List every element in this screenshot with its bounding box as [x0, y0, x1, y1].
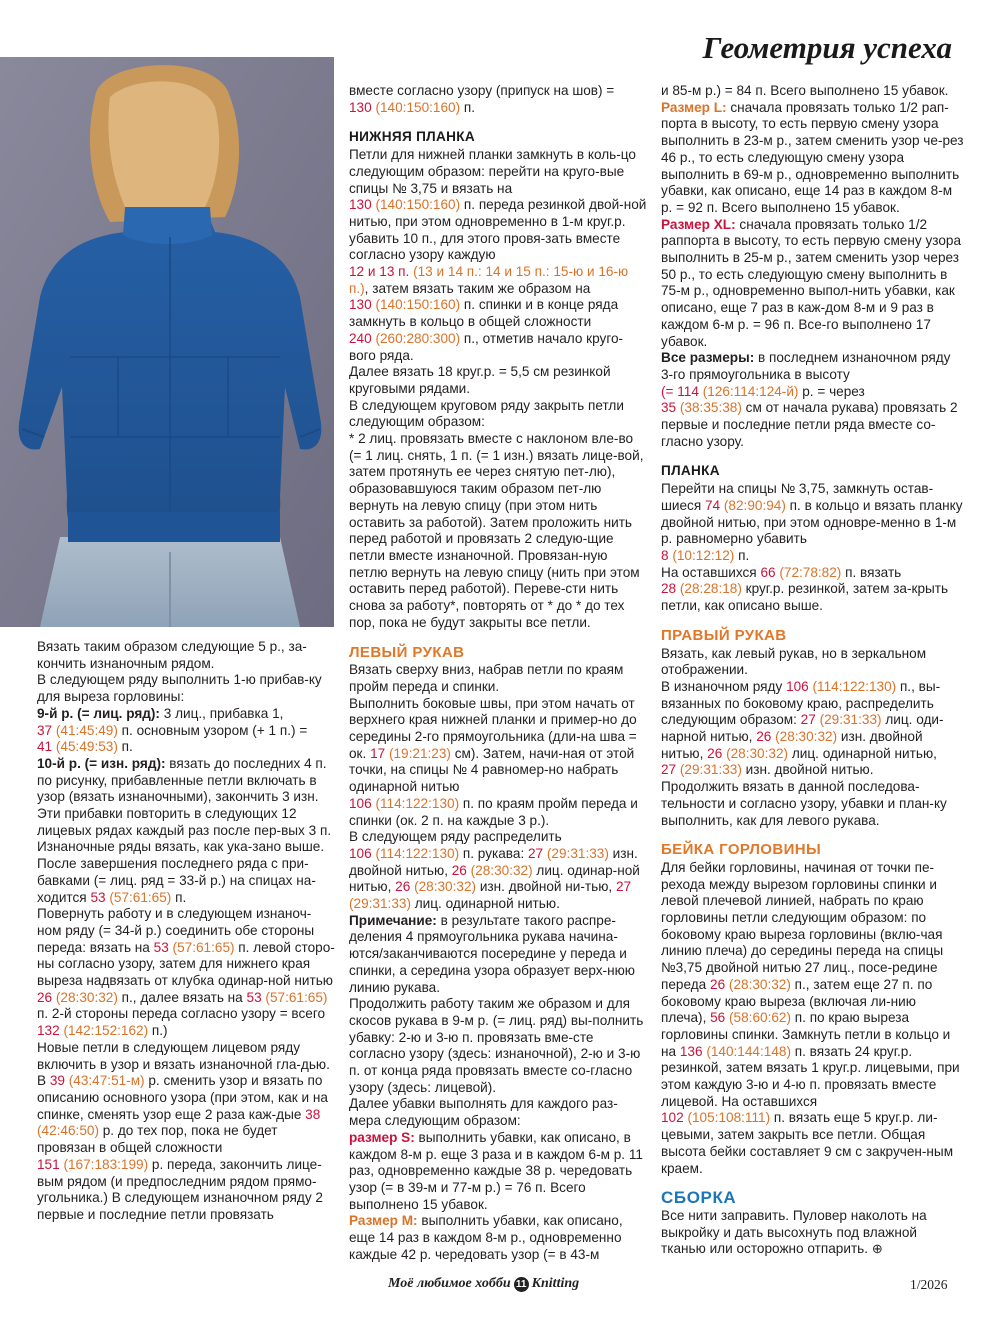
paragraph: После завершения последнего ряда с при-бавками (= лиц. ряд = 33-й р.) на спицах на-ходится 53 (57:61:65) п. — [37, 856, 316, 905]
paragraph: В 39 (43:47:51-м) р. сменить узор и вязать по описанию основного узора (при этом, как и на спинке, сменять узор еще 2 раза каж-дые 38 (42:46:50) р. до тех пор, пока не будет провязан в общей сложности 151 (167:183:199) р. переда, закончить лице-вым рядом (и предпоследним рядом прямо-угольника.) В следующем изнаночном ряду 2 первые и последние петли провязать — [37, 1073, 328, 1222]
paragraph: Все размеры: в последнем изнаночном ряду 3-го прямоугольника в высоту (= 114 (126:114:124-й) р. = через 35 (38:35:38) см от начала рукава) провязать 2 первые и последние петли ряда вместе со-гласно узору. — [661, 350, 958, 449]
paragraph: * 2 лиц. провязать вместе с наклоном вле-во (= 1 лиц. снять, 1 п. (= 1 изн.) вязать лице-вой, затем протянуть ее через снятую пет-лю), образовавшуюся таким образом пет-лю вернуть на левую спицу (при этом нить оставить за работой). Затем проложить нить перед работой и провязать 2 следую-щие петли вместе изнаночной. Провязан-ную петлю вернуть на левую спицу (нить при этом оставить перед работой). Переве-сти нить снова за работу*, повторять от * до * до тех пор, пока не будут закрыты все петли. — [349, 431, 644, 630]
section-heading-assembly: СБОРКА — [661, 1188, 737, 1208]
paragraph: В следующем круговом ряду закрыть петли следующим образом: — [349, 397, 624, 430]
section-name: Knitting — [531, 1276, 580, 1291]
paragraph: Размер L: сначала провязать только 1/2 рап-порта в высоту, то есть первую смену узора выполнить в 23-м р., затем сменить узор че-рез 46 р., то есть следующую смену узора выполнить в 69-м р., одновременно выполнить убавки, как описано, еще 14 раз в каждом 8-м р. = 92 п. Всего выполнено 15 убавок. — [661, 99, 964, 215]
paragraph: Продолжить работу таким же образом и для скосов рукава в 9-м р. (= лиц. ряд) вы-полнить убавку: 2-ю и 3-ю п. провязать вме-сте согласно узору (здесь: изнаночной), 2-ю и 3-ю п. от конца ряда провязать вместе со-гласно узору (здесь: лицевой). — [349, 996, 644, 1095]
paragraph: и 85-м р.) = 84 п. Всего выполнено 15 убавок. — [661, 83, 949, 98]
magazine-name: Моё любимое хобби — [388, 1276, 511, 1291]
paragraph: Примечание: в результате такого распре-деления 4 прямоугольника рукава начина-ются/заканчиваются посередине у переда и спинки, а середина узора образует верх-нюю линию рукава. — [349, 912, 635, 995]
paragraph: На оставшихся 66 (72:78:82) п. вязать 28 (28:28:18) круг.р. резинкой, затем за-крыть петли, как описано выше. — [661, 564, 949, 614]
paragraph: Вязать таким образом следующие 5 р., за-кончить изнаночным рядом. — [37, 639, 307, 671]
paragraph: 10-й р. (= изн. ряд): вязать до последних 4 п. по рисунку, прибавленные петли включать в узор (вязать изнаночными), закончить 3 изн. — [37, 755, 327, 805]
paragraph: 9-й р. (= лиц. ряд): 3 лиц., прибавка 1, 37 (41:45:49) п. основным узором (+ 1 п.) = 41 (45:49:53) п. — [37, 705, 308, 755]
footer — [388, 1276, 579, 1292]
section-heading-band: ПЛАНКА — [661, 463, 720, 479]
paragraph: Перейти на спицы № 3,75, замкнуть остав-шиеся 74 (82:90:94) п. в кольцо и вязать планку двойной нитью, при этом одновре-менно в 1-м р. равномерно убавить 8 (10:12:12) п. — [661, 481, 963, 563]
section-heading-neckband: БЕЙКА ГОРЛОВИНЫ — [661, 841, 822, 859]
paragraph: Размер XL: сначала провязать только 1/2 раппорта в высоту, то есть первую смену узора выполнить в 25-м р., затем сменить узор через 50 р., то есть следующую смену выполнить в 75-м р., одновременно выпол-нить убавки, как описано, еще 7 раз в каж-дом 8-м и 9 раз в каждом 6-м р. = 96 п. Все-го выполнено 17 убавок. — [661, 216, 962, 349]
paragraph: Петли для нижней планки замкнуть в коль-цо следующим образом: перейти на круго-вые спицы № 3,75 и вязать на 130 (140:150:160) п. переда резинкой двой-ной нитью, при этом одновременно в 1-м круг.р. убавить 10 п., для этого провя-зать вместе согласно узору каждую 12 и 13 п. (13 и 14 п.: 14 и 15 п.: 15-ю и 16-ю п.), затем вязать таким же образом на 130 (140:150:160) п. спинки и в конце ряда замкнуть в кольцо в общей сложности 240 (260:280:300) п., отметив начало круго-вого ряда. — [349, 147, 647, 363]
section-heading-right-sleeve: ПРАВЫЙ РУКАВ — [661, 626, 787, 644]
issue-number: 1/2026 — [910, 1277, 948, 1292]
paragraph: Далее убавки выполнять для каждого раз-мера следующим образом: — [349, 1096, 618, 1129]
paragraph: Новые петли в следующем лицевом ряду включить в узор и вязать изнаночной гла-дью. — [37, 1039, 330, 1072]
paragraph: В следующем ряду выполнить 1-ю прибав-ку для выреза горловины: — [37, 672, 322, 705]
paragraph: вместе согласно узору (припуск на шов) = 130 (140:150:160) п. — [349, 83, 615, 115]
text-column-2 — [349, 83, 649, 1264]
end-mark-icon: ⊕ — [871, 1241, 883, 1257]
paragraph: Продолжить вязать в данной последова-тельности и согласно узору, убавки и план-ку выполнить, как для левого рукава. — [661, 779, 947, 828]
page-number: 11 — [514, 1277, 529, 1292]
paragraph: Размер M: выполнить убавки, как описано, еще 14 раз в каждом 8-м р., одновременно каждые 42 р. чередовать узор (= в 43-м — [349, 1213, 623, 1262]
section-heading-lower-band: НИЖНЯЯ ПЛАНКА — [349, 129, 475, 145]
sweater-illustration — [0, 57, 334, 627]
paragraph: Вязать сверху вниз, набрав петли по краям пройм переда и спинки. — [349, 662, 624, 694]
paragraph: В изнаночном ряду 106 (114:122:130) п., вы-вязанных по боковому краю, распределить следующим образом: 27 (29:31:33) лиц. оди-нарной нитью, 26 (28:30:32) изн. двойной нитью, 26 (28:30:32) лиц. одинарной нитью, 27 (29:31:33) изн. двойной нитью. — [661, 678, 944, 778]
paragraph: Далее вязать 18 круг.р. = 5,5 см резинкой круговыми рядами. — [349, 364, 611, 396]
paragraph: Эти прибавки повторить в следующих 12 лицевых рядах каждый раз после пер-вых 3 п. Изнаночные ряды вязать, как ука-зано выше. — [37, 806, 332, 855]
paragraph: Выполнить боковые швы, при этом начать от верхнего края нижней планки и пример-но до середины 2-го прямоугольника (дли-на шва = ок. 17 (19:21:23) см). Затем, начи-ная от этой точки, на спицы № 4 равномер-но набрать одинарной нитью 106 (114:122:130) п. по краям пройм переда и спинки (ок. 2 п. на каждые 3 р.). — [349, 695, 638, 828]
text-column-3 — [661, 83, 964, 1258]
paragraph: Все нити заправить. Пуловер наколоть на выкройку и дать высохнуть под влажной тканью или осторожно отпарить. ⊕ — [661, 1208, 927, 1257]
text-column-1 — [37, 639, 335, 1224]
paragraph: Вязать, как левый рукав, но в зеркальном отображении. — [661, 645, 927, 678]
page-title: Геометрия успеха — [702, 30, 952, 65]
sweater-photo — [0, 57, 334, 627]
paragraph: размер S: выполнить убавки, как описано, в каждом 8-м р. еще 3 раза и в каждом 6-м р. 11 раз, одновременно каждые 38 р. чередовать узор (= в 39-м и 77-м р.) = 76 п. Всего выполнено 15 убавок. — [349, 1129, 643, 1212]
paragraph: Для бейки горловины, начиная от точки пе-рехода между вырезом горловины спинки и левой плечевой линией, набрать по краю горловины петли следующим образом: по боковому краю выреза горловины (вклю-чая линию плеча) до середины переда на спицы №3,75 двойной нитью 27 лиц., посе-редине переда 26 (28:30:32) п., затем еще 27 п. по боковому краю выреза (включая ли-нию плеча), 56 (58:60:62) п. по краю выреза горловины спинки. Замкнуть петли в кольцо и на 136 (140:144:148) п. вязать 24 круг.р. резинкой, затем вязать 1 круг.р. лицевыми, при этом каждую 3-ю и 4-ю п. провязать вместе лицевой. На оставшихся 102 (105:108:111) п. вязать еще 5 круг.р. ли-цевыми, затем закрыть все петли. Общая высота бейки составляет 9 см с закручен-ным краем. — [661, 859, 960, 1176]
paragraph: Повернуть работу и в следующем изнаноч-ном ряду (= 34-й р.) соединить обе стороны переда: вязать на 53 (57:61:65) п. левой сторо-ны согласно узору, затем для нижнего края выреза надвязать от клубка одинар-ной нитью 26 (28:30:32) п., далее вязать на 53 (57:61:65) п. 2-й стороны переда согласно узору = всего 132 (142:152:162) п.) — [37, 906, 335, 1039]
section-heading-left-sleeve: ЛЕВЫЙ РУКАВ — [349, 643, 465, 661]
paragraph: В следующем ряду распределить 106 (114:122:130) п. рукава: 27 (29:31:33) изн. двойной нитью, 26 (28:30:32) лиц. одинар-ной нитью, 26 (28:30:32) изн. двойной ни-тью, 27 (29:31:33) лиц. одинарной нитью. — [349, 829, 640, 912]
